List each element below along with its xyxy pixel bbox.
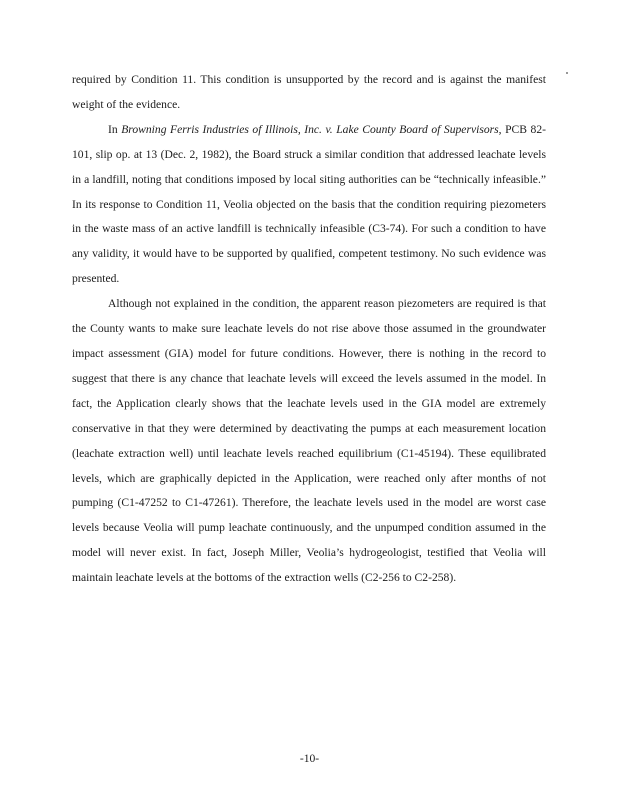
paragraph-3-text: Although not explained in the condition, the apparent reason piezometers are required is that the County wants to make sure leachate levels do not rise above those assumed in the groundwater impact assessment (GIA) model for future conditions. However, there is nothing in the record to suggest that there is any chance that leachate levels will exceed the levels assumed in the model. In fact, the Application clearly shows that the leachate levels used in the GIA model are extremely conservative in that they were determined by deactivating the pumps at each measurement location (leachate extraction well) until leachate levels reached equilibrium (C1-45194). These equilibrated levels, which are graphically depicted in the Application, were reached only after months of not pumping (C1-47252 to C1-47261). Therefore, the leachate levels used in the model are worst case levels because Veolia will pump leachate continuously, and the unpumped condition assumed in the model will never exist. In fact, Joseph Miller, Veolia’s hydrogeologist, testified that Veolia will maintain leachate levels at the bottoms of the extraction wells (C2-256 to C2-258). bbox=[72, 297, 546, 585]
paragraph-2-text: , PCB 82-101, slip op. at 13 (Dec. 2, 1982), the Board struck a similar condition that addressed leachate levels in a landfill, noting that conditions imposed by local siting authorities can be “technically infeasible.” In its response to Condition 11, Veolia objected on the basis that the condition requiring piezometers in the waste mass of an active landfill is technically infeasible (C3-74). For such a condition to have any validity, it would have to be supported by qualified, competent testimony. No such evidence was presented. bbox=[72, 122, 546, 286]
paragraph-1 bbox=[72, 68, 546, 118]
document-body bbox=[72, 68, 546, 591]
paragraph-3 bbox=[72, 292, 546, 591]
paragraph-2 bbox=[72, 118, 546, 292]
page-number: -10- bbox=[299, 752, 320, 765]
case-citation: Browning Ferris Industries of Illinois, Inc. v. Lake County Board of Supervisors bbox=[121, 122, 499, 136]
paragraph-2-intro: In bbox=[108, 122, 122, 136]
scan-speck bbox=[566, 72, 568, 74]
paragraph-1-text: required by Condition 11. This condition is unsupported by the record and is against the manifest weight of the evidence. bbox=[72, 73, 546, 111]
